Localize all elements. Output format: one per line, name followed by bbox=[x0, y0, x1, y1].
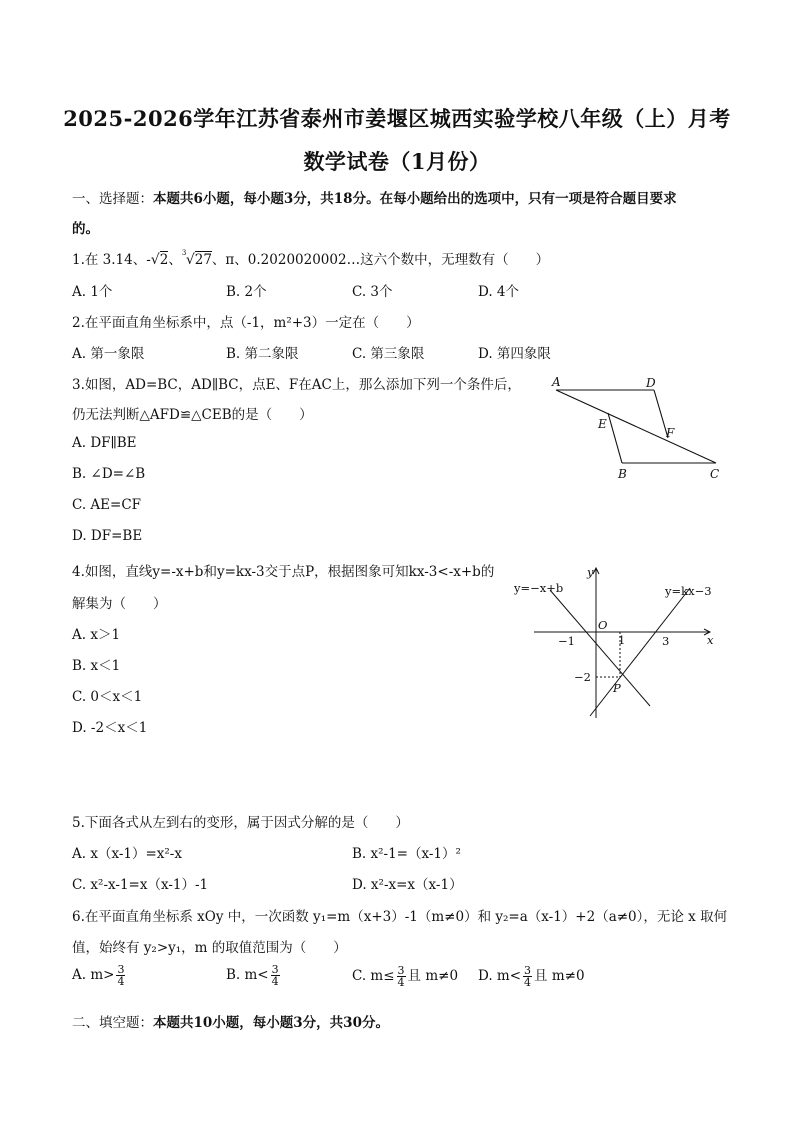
q1-option-d[interactable]: D. 4个 bbox=[478, 284, 520, 300]
q5-option-c[interactable]: C. x²-x-1=x（x-1）-1 bbox=[72, 877, 209, 893]
section1-head: 一、选择题： bbox=[72, 191, 153, 207]
y-axis-label: y bbox=[587, 565, 594, 579]
q4-stem-line2: 解集为（ ） bbox=[72, 596, 167, 612]
sqrt-2: √2 bbox=[150, 252, 169, 268]
point-p-label: P bbox=[613, 681, 621, 695]
segment-ac bbox=[556, 390, 716, 463]
x-axis-label: x bbox=[707, 633, 714, 647]
q5-option-b[interactable]: B. x²-1=（x-1）² bbox=[352, 846, 461, 862]
q3-option-b[interactable]: B. ∠D=∠B bbox=[72, 466, 146, 482]
q3-stem-line1: 3.如图，AD=BC，AD∥BC，点E、F在AC上，那么添加下列一个条件后， bbox=[72, 377, 521, 393]
q1-option-c[interactable]: C. 3个 bbox=[352, 284, 393, 300]
cbrt-27: 3 √27 bbox=[181, 249, 212, 268]
label-d: D bbox=[646, 376, 656, 390]
title-line1: 2025-2026学年江苏省泰州市姜堰区城西实验学校八年级（上）月考 bbox=[63, 106, 731, 131]
tick-p3: 3 bbox=[662, 634, 670, 648]
q3-option-a[interactable]: A. DF∥BE bbox=[72, 435, 137, 451]
line-neg-x-plus-b bbox=[550, 590, 650, 706]
q1-option-a[interactable]: A. 1个 bbox=[72, 284, 113, 300]
q6-option-b[interactable]: B. m< $\frac{3}{4}$ bbox=[226, 963, 279, 988]
q6-option-c[interactable]: C. m≤ $\frac{3}{4}$ 且 m≠0 bbox=[352, 964, 459, 989]
q3-option-d[interactable]: D. DF=BE bbox=[72, 528, 143, 544]
section1-line1 bbox=[72, 187, 677, 207]
q4-option-c[interactable]: C. 0＜x＜1 bbox=[72, 689, 143, 705]
fraction: $\frac{3}{4}$ bbox=[271, 963, 279, 988]
q2-option-a[interactable]: A. 第一象限 bbox=[72, 346, 145, 362]
section1-text2: 的。 bbox=[72, 221, 99, 237]
q1-option-b[interactable]: B. 2个 bbox=[226, 284, 267, 300]
fraction: $\frac{3}{4}$ bbox=[117, 963, 125, 988]
section2-text: 本题共10小题，每小题3分，共30分。 bbox=[153, 1015, 389, 1031]
label-f: F bbox=[666, 426, 675, 440]
fraction: $\frac{3}{4}$ bbox=[524, 964, 532, 989]
label-e: E bbox=[598, 417, 607, 431]
segment-eb bbox=[608, 413, 622, 463]
q4-figure bbox=[510, 560, 730, 720]
section1-line2 bbox=[72, 217, 99, 237]
q1-stem: 1.在 3.14、-√2、 3 √27、π、0.2020020002…这六个数中，无理数有（ ） bbox=[72, 249, 550, 268]
q4-option-d[interactable]: D. -2＜x＜1 bbox=[72, 720, 148, 736]
q6-option-a[interactable]: A. m> $\frac{3}{4}$ bbox=[72, 963, 125, 988]
q2-option-b[interactable]: B. 第二象限 bbox=[226, 346, 299, 362]
q5-option-a[interactable]: A. x（x-1）=x²-x bbox=[72, 846, 182, 862]
q4-option-a[interactable]: A. x＞1 bbox=[72, 627, 121, 643]
line1-label: y=−x+b bbox=[514, 581, 564, 595]
label-a: A bbox=[552, 375, 561, 389]
q4-stem-line1: 4.如图，直线y=-x+b和y=kx-3交于点P，根据图象可知kx-3<-x+b的 bbox=[72, 564, 495, 580]
origin-label: O bbox=[598, 618, 608, 632]
q6-stem-line1: 6.在平面直角坐标系 xOy 中，一次函数 y₁=m（x+3）-1（m≠0）和 y₂=a（x-1）+2（a≠0），无论 x 取何 bbox=[72, 909, 728, 925]
q2-stem: 2.在平面直角坐标系中，点（-1，m²+3）一定在（ ） bbox=[72, 315, 420, 331]
tick-m1: −1 bbox=[558, 634, 575, 648]
title-line2: 数学试卷（1月份） bbox=[303, 149, 491, 174]
q2-option-c[interactable]: C. 第三象限 bbox=[352, 346, 425, 362]
q2-option-d[interactable]: D. 第四象限 bbox=[478, 346, 551, 362]
tick-m2: −2 bbox=[574, 670, 591, 684]
section1-text1: 本题共6小题，每小题3分，共18分。在每小题给出的选项中，只有一项是符合题目要求 bbox=[153, 191, 677, 207]
q5-option-d[interactable]: D. x²-x=x（x-1） bbox=[352, 877, 463, 893]
section2-head: 二、填空题： bbox=[72, 1015, 153, 1031]
line-kx-minus-3 bbox=[590, 588, 690, 716]
section2-heading bbox=[72, 1011, 389, 1031]
q3-option-c[interactable]: C. AE=CF bbox=[72, 497, 142, 513]
q3-stem-line2: 仍无法判断△AFD≌△CEB的是（ ） bbox=[72, 407, 313, 423]
line2-label: y=kx−3 bbox=[665, 584, 712, 598]
label-c: C bbox=[710, 467, 720, 481]
q4-option-b[interactable]: B. x＜1 bbox=[72, 658, 121, 674]
q6-stem-line2: 值，始终有 y₂>y₁，m 的取值范围为（ ） bbox=[72, 940, 347, 956]
q5-stem: 5.下面各式从左到右的变形，属于因式分解的是（ ） bbox=[72, 815, 409, 831]
q6-option-d[interactable]: D. m< $\frac{3}{4}$ 且 m≠0 bbox=[478, 964, 585, 989]
label-b: B bbox=[618, 467, 627, 481]
q3-figure bbox=[540, 370, 730, 485]
fraction: $\frac{3}{4}$ bbox=[397, 964, 405, 989]
tick-p1: 1 bbox=[618, 633, 626, 647]
